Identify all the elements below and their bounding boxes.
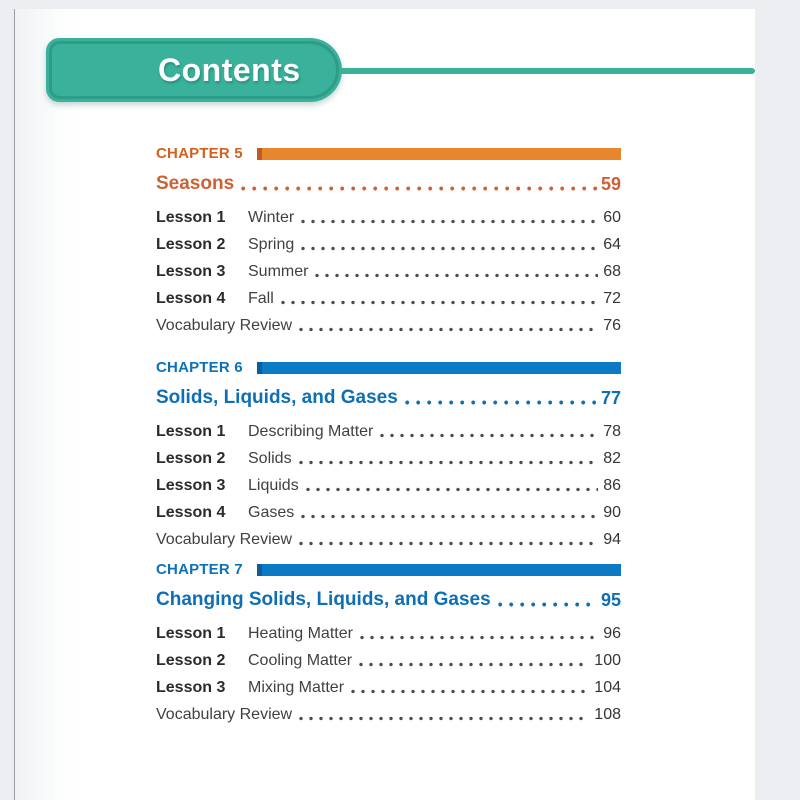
dot-leader bbox=[315, 273, 598, 278]
section-chapter-7 bbox=[156, 561, 621, 724]
dot-leader bbox=[405, 400, 597, 405]
lesson-title: Winter bbox=[248, 209, 295, 226]
table-of-contents bbox=[156, 145, 621, 724]
vocabulary-review-title: Vocabulary Review bbox=[156, 531, 293, 548]
banner-rule bbox=[339, 68, 755, 74]
lesson-label: Lesson 2 bbox=[156, 450, 226, 467]
toc-entry bbox=[156, 670, 621, 697]
chapter-label: CHAPTER 7 bbox=[156, 561, 243, 578]
lesson-label: Lesson 1 bbox=[156, 625, 226, 642]
vocabulary-review-title: Vocabulary Review bbox=[156, 706, 293, 723]
toc-entry bbox=[156, 468, 621, 495]
lesson-title: Describing Matter bbox=[248, 423, 374, 440]
chapter-heading bbox=[156, 359, 621, 376]
page-number: 94 bbox=[603, 531, 621, 548]
chapter-bar bbox=[257, 148, 621, 160]
chapter-bar bbox=[257, 564, 621, 576]
page-number: 108 bbox=[594, 706, 621, 723]
dot-leader bbox=[299, 460, 599, 465]
page-number: 68 bbox=[603, 263, 621, 280]
lesson-title: Fall bbox=[248, 290, 274, 307]
lesson-title: Mixing Matter bbox=[248, 679, 345, 696]
toc-entry-vocabulary bbox=[156, 522, 621, 549]
dot-leader bbox=[299, 541, 598, 546]
lesson-label: Lesson 4 bbox=[156, 504, 226, 521]
lesson-title: Cooling Matter bbox=[248, 652, 353, 669]
page-title: Contents bbox=[158, 51, 301, 88]
page-number: 59 bbox=[600, 174, 621, 194]
dot-leader bbox=[299, 327, 598, 332]
chapter-heading bbox=[156, 561, 621, 578]
chapter-heading bbox=[156, 145, 621, 162]
page-number: 82 bbox=[603, 450, 621, 467]
toc-entry bbox=[156, 254, 621, 281]
chapter-title: Changing Solids, Liquids, and Gases bbox=[156, 589, 491, 610]
lesson-label: Lesson 3 bbox=[156, 679, 226, 696]
vocabulary-review-title: Vocabulary Review bbox=[156, 317, 293, 334]
page-number: 60 bbox=[603, 209, 621, 226]
toc-entry bbox=[156, 227, 621, 254]
page-number: 77 bbox=[600, 388, 621, 408]
dot-leader bbox=[359, 662, 589, 667]
toc-entry bbox=[156, 281, 621, 308]
dot-leader bbox=[498, 602, 597, 607]
lesson-label: Lesson 3 bbox=[156, 263, 226, 280]
contents-banner bbox=[46, 38, 342, 102]
chapter-label: CHAPTER 5 bbox=[156, 145, 243, 162]
lesson-label: Lesson 2 bbox=[156, 652, 226, 669]
lesson-title: Solids bbox=[248, 450, 292, 467]
lesson-label: Lesson 2 bbox=[156, 236, 226, 253]
toc-entry bbox=[156, 495, 621, 522]
lesson-title: Gases bbox=[248, 504, 295, 521]
toc-entry bbox=[156, 616, 621, 643]
toc-entry-vocabulary bbox=[156, 697, 621, 724]
lesson-title: Spring bbox=[248, 236, 295, 253]
chapter-title-row bbox=[156, 587, 621, 611]
dot-leader bbox=[301, 219, 598, 224]
contents-page bbox=[14, 9, 755, 800]
chapter-bar bbox=[257, 362, 621, 374]
page-number: 64 bbox=[603, 236, 621, 253]
toc-entry bbox=[156, 200, 621, 227]
chapter-title-row bbox=[156, 171, 621, 195]
page-number: 90 bbox=[603, 504, 621, 521]
chapter-title: Seasons bbox=[156, 173, 235, 194]
toc-entry-vocabulary bbox=[156, 308, 621, 335]
dot-leader bbox=[306, 487, 599, 492]
dot-leader bbox=[380, 433, 598, 438]
lesson-label: Lesson 1 bbox=[156, 209, 226, 226]
lesson-label: Lesson 3 bbox=[156, 477, 226, 494]
toc-entry bbox=[156, 441, 621, 468]
dot-leader bbox=[299, 716, 589, 721]
page-number: 78 bbox=[603, 423, 621, 440]
dot-leader bbox=[301, 246, 598, 251]
page-number: 86 bbox=[603, 477, 621, 494]
dot-leader bbox=[241, 186, 597, 191]
page-number: 104 bbox=[594, 679, 621, 696]
dot-leader bbox=[360, 635, 598, 640]
chapter-label: CHAPTER 6 bbox=[156, 359, 243, 376]
page-number: 100 bbox=[594, 652, 621, 669]
page-number: 96 bbox=[603, 625, 621, 642]
lesson-title: Summer bbox=[248, 263, 309, 280]
lesson-label: Lesson 4 bbox=[156, 290, 226, 307]
chapter-title: Solids, Liquids, and Gases bbox=[156, 387, 398, 408]
lesson-label: Lesson 1 bbox=[156, 423, 226, 440]
lesson-title: Heating Matter bbox=[248, 625, 353, 642]
toc-entry bbox=[156, 414, 621, 441]
chapter-title-row bbox=[156, 385, 621, 409]
toc-entry bbox=[156, 643, 621, 670]
section-chapter-5 bbox=[156, 145, 621, 335]
dot-leader bbox=[351, 689, 589, 694]
section-chapter-6 bbox=[156, 359, 621, 549]
page-number: 72 bbox=[603, 290, 621, 307]
lesson-title: Liquids bbox=[248, 477, 299, 494]
dot-leader bbox=[281, 300, 598, 305]
dot-leader bbox=[301, 514, 598, 519]
page-number: 76 bbox=[603, 317, 621, 334]
page-number: 95 bbox=[600, 590, 621, 610]
